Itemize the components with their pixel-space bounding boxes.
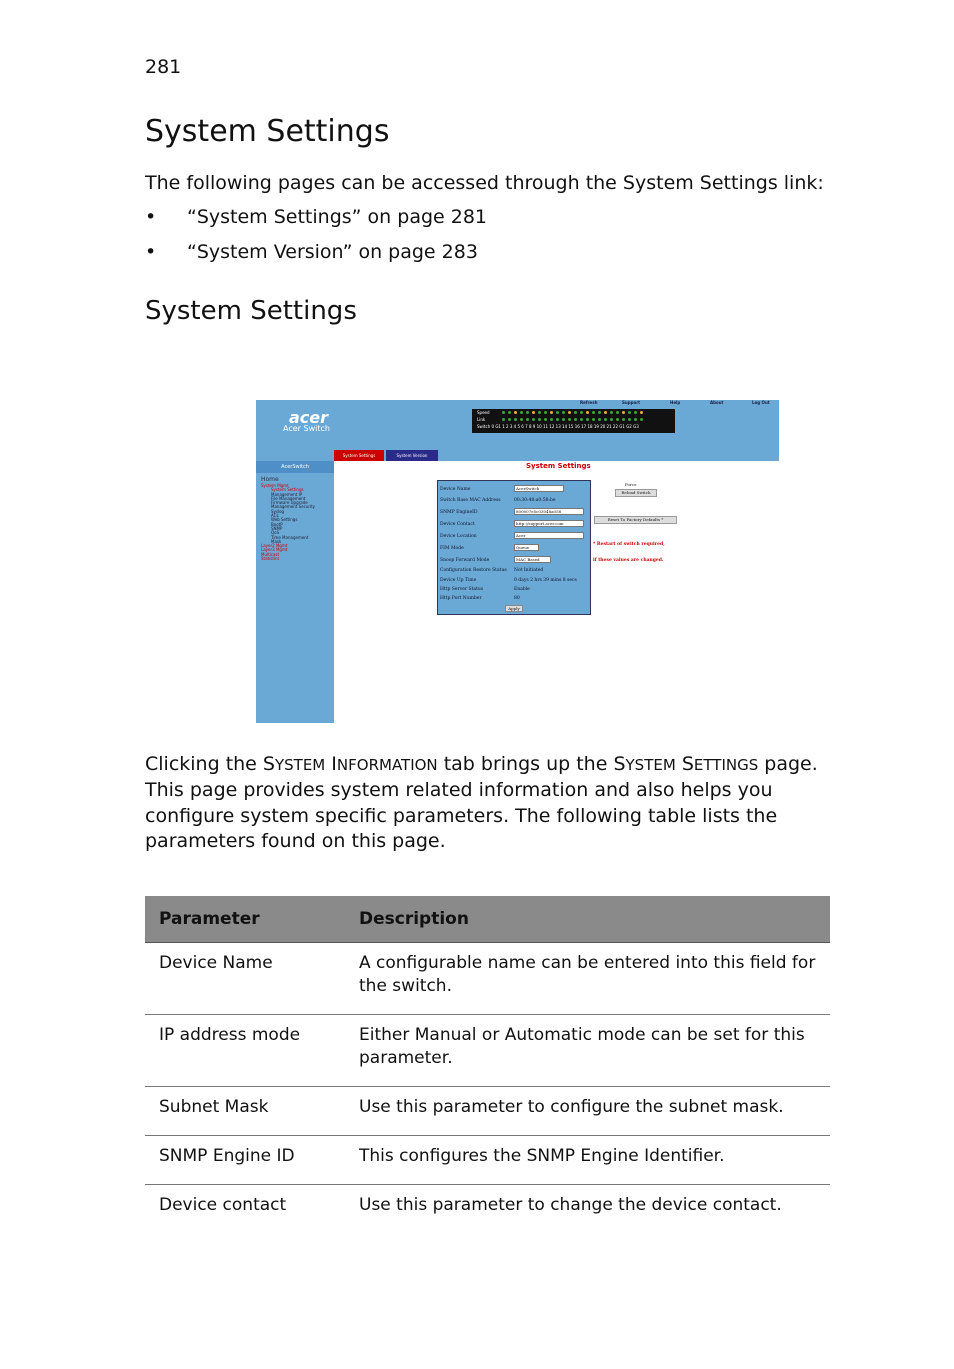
- sidebar-item-time-management[interactable]: Time Management: [271, 534, 309, 540]
- text: I: [325, 753, 337, 775]
- port-numbers: Switch 0 G1 1 2 3 4 5 6 7 8 9 10 11 12 13 14 15 16 17 18 19 20 21 22 G1 G2 G3: [477, 424, 639, 429]
- parameter-cell: IP address mode: [145, 1015, 345, 1087]
- content-title: System Settings: [526, 462, 591, 470]
- link-label: Link: [477, 417, 486, 422]
- description-cell: Use this parameter to configure the subnet mask.: [345, 1087, 830, 1136]
- field-label: Device Name: [440, 487, 471, 492]
- http-status-value: Enable: [514, 587, 530, 592]
- sidebar-item-layer3[interactable]: Layer3 Mgmt: [261, 547, 288, 553]
- text: S: [262, 753, 275, 775]
- reload-switch-button[interactable]: Reload Switch: [615, 489, 657, 497]
- table-row: [145, 1087, 830, 1136]
- nav-help[interactable]: Help: [670, 400, 681, 405]
- page-title: System Settings: [145, 114, 390, 149]
- parameter-cell: Subnet Mask: [145, 1087, 345, 1136]
- list-item[interactable]: [145, 206, 487, 241]
- sidebar-item-syslog[interactable]: Syslog: [271, 508, 285, 514]
- column-header-parameter: Parameter: [145, 896, 345, 943]
- brand-label: Acer Switch: [283, 424, 330, 433]
- port-status-panel: [472, 409, 675, 433]
- sidebar-item-acl[interactable]: ACL: [271, 513, 279, 519]
- table-row: [145, 1136, 830, 1185]
- table-row: [145, 1015, 830, 1087]
- sidebar-item-statistics[interactable]: Statistics: [261, 556, 280, 562]
- parameter-cell: Device Name: [145, 943, 345, 1015]
- sidebar-item-file-management[interactable]: File Management: [271, 495, 306, 501]
- sidebar-item-bootp[interactable]: BootP: [271, 521, 283, 527]
- sidebar-item-web-settings[interactable]: Web Settings: [271, 517, 298, 523]
- field-label: Device Up Time: [440, 578, 477, 583]
- column-header-description: Description: [345, 896, 830, 943]
- http-port-value: 80: [514, 596, 520, 601]
- parameter-cell: SNMP Engine ID: [145, 1136, 345, 1185]
- device-contact-input[interactable]: http://support.acer.com: [514, 520, 584, 527]
- text: S: [613, 753, 626, 775]
- snoop-forward-mode-select[interactable]: MAC Based: [514, 556, 551, 563]
- text: S: [675, 753, 694, 775]
- text: tab brings up the: [437, 753, 614, 775]
- nav-refresh[interactable]: Refresh: [580, 400, 598, 405]
- nav-about[interactable]: About: [710, 400, 724, 405]
- sidebar-item-home[interactable]: Home: [261, 476, 279, 483]
- restart-note-2: if these values are changed.: [593, 558, 664, 563]
- sidebar-item-management-security[interactable]: Management Security: [271, 504, 316, 510]
- section-title: System Settings: [145, 296, 357, 326]
- uptime-value: 0 days 2 hrs 39 mins 8 secs: [514, 578, 577, 583]
- description-cell: A configurable name can be entered into this field for the switch.: [345, 943, 830, 1015]
- reset-factory-button[interactable]: Reset To Factory Defaults *: [594, 516, 677, 524]
- list-item[interactable]: [145, 241, 487, 276]
- link-list: [145, 206, 487, 276]
- nav-logout[interactable]: Log Out: [752, 400, 770, 405]
- page-number: 281: [145, 56, 182, 78]
- table-row: [145, 943, 830, 1015]
- tab-bar: [334, 450, 779, 461]
- screenshot-figure: [256, 400, 779, 723]
- link-leds: [502, 418, 672, 421]
- sidebar-header: AcerSwitch: [256, 461, 334, 473]
- link-system-version[interactable]: “System Version” on page 283: [187, 241, 478, 263]
- text: YSTEM: [274, 756, 326, 774]
- field-label: Device Contact: [440, 522, 475, 527]
- restart-note: * Restart of switch required,: [593, 542, 665, 547]
- sidebar: [256, 461, 334, 723]
- text: page. This page provides system related information and also helps you configure system specific parameters. The following table lists the parameters found on this page.: [145, 753, 818, 852]
- tab-system-settings[interactable]: System Settings: [334, 450, 384, 461]
- field-label: SNMP EngineID: [440, 510, 478, 515]
- fim-mode-select[interactable]: Queue: [514, 544, 539, 551]
- device-location-input[interactable]: Acer: [514, 532, 584, 539]
- speed-leds: [502, 411, 672, 414]
- sidebar-item-layer2[interactable]: Layer2 Mgmt: [261, 543, 288, 549]
- restore-status-value: Not Initiated: [514, 568, 544, 573]
- link-system-settings[interactable]: “System Settings” on page 281: [187, 206, 488, 228]
- field-label: Configuration Restore Status: [440, 568, 507, 573]
- intro-text: The following pages can be accessed through the System Settings link:: [145, 172, 824, 194]
- table-header-row: [145, 896, 830, 943]
- tab-system-version[interactable]: System Version: [386, 450, 438, 461]
- sidebar-menu: [261, 476, 315, 561]
- description-cell: Either Manual or Automatic mode can be set for this parameter.: [345, 1015, 830, 1087]
- parameter-cell: Device contact: [159, 1195, 287, 1215]
- sidebar-item-multicast[interactable]: Multicast: [261, 551, 280, 557]
- field-label: FIM Mode: [440, 546, 464, 551]
- sidebar-item-mask[interactable]: Mask: [271, 538, 282, 544]
- sidebar-item-firmware-upgrade[interactable]: Firmware Upgrade: [271, 500, 308, 506]
- field-label: Snoop Forward Mode: [440, 558, 490, 563]
- field-label: Http Server Status: [440, 587, 484, 592]
- table-row: [145, 1185, 830, 1234]
- device-name-input[interactable]: AcerSwitch: [514, 485, 564, 492]
- speed-label: Speed: [477, 410, 490, 415]
- acer-logo: acer: [289, 408, 329, 427]
- force-checkbox[interactable]: Force: [625, 482, 637, 487]
- sidebar-item-qos[interactable]: QoS: [271, 530, 280, 536]
- description-cell: This configures the SNMP Engine Identifier.: [345, 1136, 830, 1185]
- bullet: •: [145, 241, 157, 263]
- text: YSTEM: [625, 756, 676, 774]
- settings-form: [437, 480, 591, 615]
- apply-button[interactable]: Apply: [505, 605, 523, 612]
- parameters-table: [145, 896, 830, 1233]
- nav-support[interactable]: Support: [622, 400, 641, 405]
- snmp-engine-id-input[interactable]: 800007e5c03048a058: [514, 508, 584, 515]
- description-cell: Use this parameter to change the device contact.: [359, 1195, 782, 1215]
- sidebar-item-snmp[interactable]: SNMP: [271, 525, 283, 531]
- description-paragraph: [145, 752, 835, 854]
- sidebar-item-system-mgmt[interactable]: System Mgmt: [261, 483, 289, 488]
- text: Clicking the: [145, 753, 263, 775]
- field-label: Http Port Number: [440, 596, 482, 601]
- bullet: •: [145, 206, 157, 228]
- sidebar-item-management-ip[interactable]: Management IP: [271, 491, 303, 497]
- field-label: Device Location: [440, 534, 477, 539]
- sidebar-item-system-settings[interactable]: System Settings: [271, 487, 304, 493]
- mac-address-value: 00:30:48:a0:58:be: [514, 498, 556, 503]
- text: ETTINGS: [693, 756, 759, 774]
- text: NFORMATION: [336, 756, 438, 774]
- field-label: Switch Base MAC Address: [440, 498, 501, 503]
